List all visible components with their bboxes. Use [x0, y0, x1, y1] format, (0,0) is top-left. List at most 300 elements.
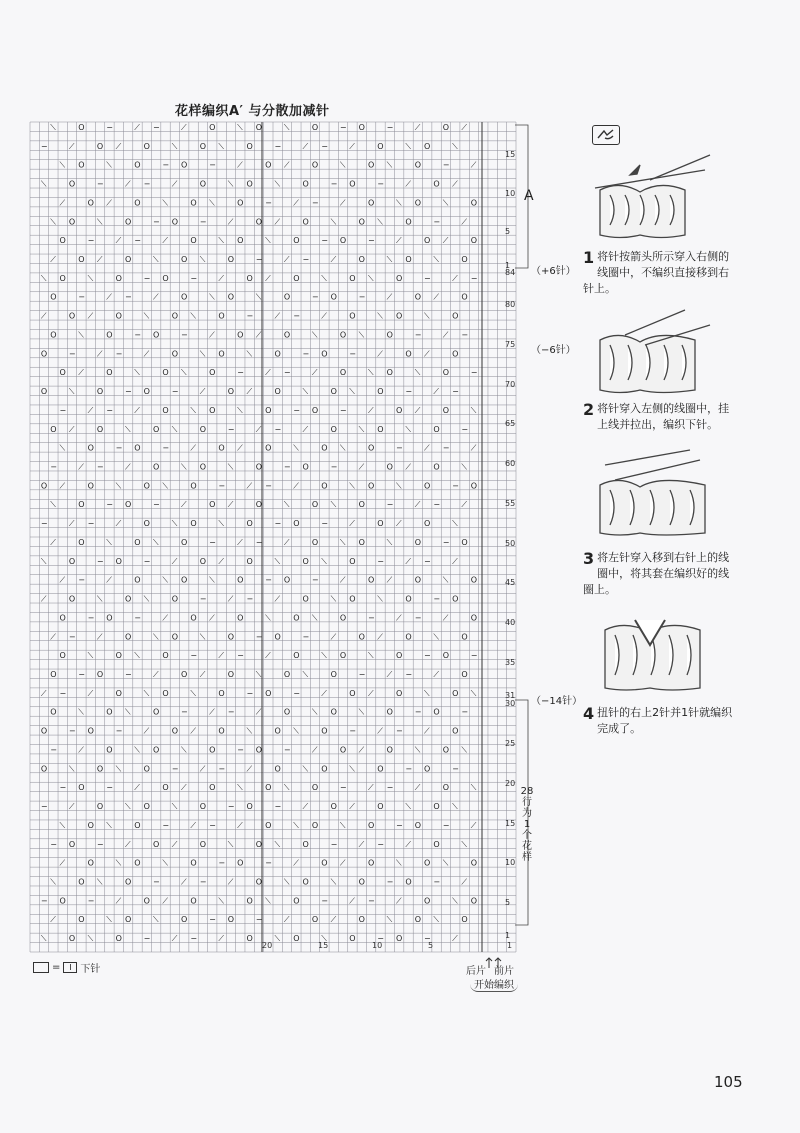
stitch-symbol: ⟋: [396, 236, 402, 246]
stitch-symbol: O: [349, 273, 356, 283]
stitch-symbol: ⟍: [209, 198, 215, 208]
stitch-symbol: ⟍: [339, 443, 346, 453]
stitch-symbol: O: [153, 462, 160, 472]
stitch-symbol: ⟍: [349, 764, 355, 774]
stitch-symbol: ⟍: [59, 160, 66, 170]
stitch-symbol: O: [433, 802, 440, 812]
stitch-symbol: O: [321, 443, 328, 453]
stitch-symbol: O: [209, 368, 216, 378]
stitch-symbol: −: [283, 462, 291, 472]
stitch-symbol: O: [424, 764, 431, 774]
stitch-symbol: O: [68, 217, 76, 227]
stitch-symbol: −: [96, 462, 104, 472]
stitch-symbol: O: [237, 330, 244, 340]
stitch-symbol: O: [78, 915, 85, 925]
stitch-symbol: ⟍: [283, 877, 290, 887]
stitch-symbol: O: [424, 858, 431, 868]
stitch-symbol: ⟍: [414, 368, 421, 378]
stitch-symbol: ⟋: [199, 764, 206, 774]
stitch-symbol: −: [274, 519, 282, 529]
stitch-symbol: ⟋: [349, 896, 355, 906]
stitch-symbol: O: [274, 764, 281, 774]
stitch-symbol: ⟍: [265, 236, 271, 246]
stitch-symbol: O: [96, 802, 104, 812]
stitch-symbol: O: [199, 141, 207, 151]
stitch-symbol: O: [265, 820, 272, 830]
column-number: 5: [428, 941, 434, 950]
stitch-symbol: O: [265, 160, 272, 170]
stitch-symbol: ⟍: [367, 273, 374, 283]
stitch-symbol: O: [199, 179, 207, 189]
stitch-symbol: ⟍: [330, 877, 337, 887]
stitch-symbol: O: [293, 896, 300, 906]
stitch-symbol: −: [50, 839, 57, 849]
stitch-symbol: O: [50, 292, 57, 302]
stitch-symbol: −: [190, 934, 198, 944]
stitch-symbol: O: [246, 273, 253, 283]
stitch-symbol: −: [209, 537, 216, 547]
stitch-symbol: O: [68, 839, 76, 849]
stitch-symbol: ⟍: [293, 726, 299, 736]
stitch-symbol: ⟋: [349, 519, 355, 529]
stitch-symbol: −: [470, 651, 478, 661]
stitch-symbol: O: [386, 707, 393, 717]
stitch-symbol: −: [153, 217, 160, 227]
stitch-symbol: ⟋: [377, 349, 383, 359]
stitch-symbol: O: [106, 707, 113, 717]
stitch-symbol: −: [50, 745, 57, 755]
stitch-symbol: O: [255, 745, 263, 755]
stitch-symbol: O: [143, 141, 150, 151]
stitch-symbol: O: [96, 669, 104, 679]
stitch-symbol: −: [452, 387, 459, 397]
stitch-symbol: ⟍: [50, 877, 56, 887]
stitch-symbol: ⟋: [386, 575, 393, 585]
row-number: 20: [505, 779, 516, 788]
stitch-symbol: O: [50, 330, 57, 340]
stitch-symbol: O: [190, 896, 197, 906]
stitch-symbol: ⟍: [96, 877, 103, 887]
stitch-symbol: ⟍: [190, 688, 196, 698]
stitch-symbol: O: [302, 594, 309, 604]
stitch-symbol: O: [470, 858, 478, 868]
stitch-symbol: −: [190, 651, 198, 661]
stitch-symbol: O: [358, 537, 365, 547]
stitch-symbol: O: [330, 802, 337, 812]
stitch-symbol: ⟍: [106, 820, 112, 830]
stitch-symbol: O: [96, 141, 104, 151]
stitch-symbol: −: [302, 632, 310, 642]
stitch-symbol: −: [414, 707, 422, 717]
stitch-symbol: O: [349, 688, 356, 698]
stitch-symbol: −: [367, 896, 375, 906]
stitch-symbol: ⟋: [367, 405, 374, 415]
stitch-symbol: ⟋: [218, 651, 225, 661]
stitch-symbol: ⟍: [302, 764, 309, 774]
stitch-symbol: O: [424, 141, 431, 151]
stitch-symbol: O: [311, 537, 319, 547]
stitch-symbol: O: [424, 896, 431, 906]
stitch-symbol: ⟍: [321, 273, 327, 283]
stitch-symbol: ⟋: [153, 292, 159, 302]
stitch-symbol: ⟋: [87, 311, 94, 321]
stitch-symbol: −: [153, 122, 160, 132]
stitch-symbol: O: [339, 368, 347, 378]
stitch-symbol: O: [199, 462, 207, 472]
stitch-symbol: ⟋: [321, 688, 327, 698]
stitch-symbol: ⟋: [143, 726, 150, 736]
stitch-symbol: O: [59, 273, 66, 283]
stitch-symbol: ⟋: [181, 122, 187, 132]
stitch-symbol: O: [237, 575, 244, 585]
stitch-symbol: O: [424, 519, 431, 529]
stitch-symbol: ⟋: [405, 839, 411, 849]
stitch-symbol: O: [396, 688, 403, 698]
stitch-symbol: ⟍: [302, 669, 309, 679]
stitch-symbol: O: [433, 707, 440, 717]
stitch-symbol: ⟋: [124, 179, 131, 189]
stitch-symbol: O: [209, 783, 216, 793]
stitch-symbol: ⟍: [330, 594, 337, 604]
stitch-symbol: O: [442, 651, 450, 661]
stitch-symbol: O: [227, 292, 235, 302]
stitch-symbol: −: [87, 236, 95, 246]
stitch-symbol: O: [106, 613, 113, 623]
stitch-symbol: −: [358, 669, 366, 679]
stitch-symbol: −: [265, 575, 272, 585]
stitch-symbol: −: [68, 726, 76, 736]
stitch-symbol: −: [377, 839, 385, 849]
stitch-symbol: −: [199, 217, 207, 227]
stitch-symbol: O: [442, 122, 450, 132]
stitch-symbol: O: [171, 632, 178, 642]
stitch-symbol: O: [255, 462, 263, 472]
stitch-symbol: O: [50, 707, 57, 717]
stitch-symbol: O: [461, 915, 468, 925]
stitch-symbol: ⟋: [246, 387, 253, 397]
stitch-symbol: O: [181, 254, 188, 264]
row-number: 35: [505, 658, 516, 667]
stitch-symbol: −: [311, 292, 319, 302]
stitch-symbol: −: [265, 198, 272, 208]
stitch-symbol: O: [274, 632, 281, 642]
stitch-symbol: O: [153, 707, 160, 717]
stitch-symbol: ⟋: [414, 500, 421, 510]
stitch-symbol: −: [246, 594, 254, 604]
row-number: 60: [505, 459, 516, 468]
stitch-symbol: O: [171, 594, 178, 604]
stitch-symbol: O: [358, 500, 365, 510]
stitch-symbol: ⟋: [461, 500, 468, 510]
stitch-symbol: −: [96, 556, 104, 566]
stitch-symbol: O: [358, 122, 365, 132]
stitch-symbol: O: [311, 820, 319, 830]
stitch-symbol: ⟍: [106, 160, 112, 170]
stitch-symbol: O: [181, 915, 188, 925]
stitch-symbol: ⟋: [283, 254, 290, 264]
step-number: 2: [583, 400, 595, 419]
stitch-symbol: ⟍: [405, 424, 411, 434]
stitch-symbol: O: [405, 217, 412, 227]
stitch-symbol: ⟍: [452, 896, 458, 906]
stitch-symbol: ⟋: [171, 556, 178, 566]
stitch-symbol: ⟋: [227, 594, 234, 604]
stitch-symbol: ⟍: [396, 481, 402, 491]
stitch-symbol: O: [143, 387, 150, 397]
stitch-symbol: O: [396, 311, 403, 321]
stitch-symbol: O: [274, 349, 281, 359]
stitch-symbol: ⟍: [339, 537, 346, 547]
stitch-symbol: O: [237, 198, 244, 208]
stitch-symbol: ⟍: [143, 688, 150, 698]
stitch-symbol: ⟋: [40, 594, 47, 604]
stitch-symbol: ⟋: [78, 368, 84, 378]
stitch-symbol: ⟋: [87, 405, 94, 415]
stitch-symbol: ⟍: [349, 481, 355, 491]
stitch-symbol: ⟋: [59, 858, 66, 868]
stitch-symbol: ⟍: [433, 915, 439, 925]
stitch-symbol: −: [96, 179, 104, 189]
stitch-symbol: ⟍: [283, 500, 290, 510]
stitch-symbol: ⟋: [237, 160, 243, 170]
stitch-symbol: ⟍: [134, 745, 140, 755]
stitch-symbol: O: [349, 594, 356, 604]
stitch-symbol: O: [265, 783, 272, 793]
stitch-symbol: O: [78, 122, 85, 132]
stitch-symbol: ⟋: [405, 179, 411, 189]
stitch-symbol: −: [106, 122, 113, 132]
stitch-symbol: ⟋: [265, 368, 271, 378]
row-number: 75: [505, 340, 516, 349]
stitch-symbol: ⟋: [115, 896, 122, 906]
stitch-symbol: O: [246, 802, 253, 812]
stitch-symbol: ⟍: [50, 500, 56, 510]
back-label: 后片: [466, 966, 486, 977]
stitch-symbol: −: [68, 349, 76, 359]
stitch-symbol: O: [265, 688, 272, 698]
stitch-symbol: ⟋: [339, 858, 346, 868]
stitch-symbol: O: [246, 556, 253, 566]
stitch-symbol: −: [246, 688, 254, 698]
stitch-symbol: O: [199, 556, 207, 566]
stitch-symbol: −: [115, 349, 123, 359]
stitch-symbol: ⟍: [358, 330, 365, 340]
stitch-symbol: O: [414, 575, 421, 585]
decrease-marker: （−6针）: [531, 345, 576, 356]
step-2: [583, 401, 733, 433]
stitch-symbol: ⟋: [50, 254, 56, 264]
stitch-symbol: ⟋: [414, 405, 421, 415]
step-number: 1: [583, 248, 595, 267]
stitch-symbol: O: [424, 481, 431, 491]
stitch-symbol: O: [424, 236, 431, 246]
stitch-symbol: O: [209, 405, 216, 415]
stitch-symbol: ⟍: [386, 915, 393, 925]
stitch-symbol: ⟋: [442, 236, 449, 246]
stitch-symbol: ⟍: [442, 858, 449, 868]
stitch-symbol: O: [255, 839, 263, 849]
stitch-symbol: ⟍: [143, 311, 150, 321]
stitch-symbol: −: [433, 500, 441, 510]
stitch-symbol: ⟋: [461, 877, 468, 887]
stitch-symbol: ⟍: [265, 613, 271, 623]
page-number: 105: [714, 1073, 743, 1091]
stitch-symbol: ⟍: [106, 537, 112, 547]
stitch-symbol: −: [124, 669, 132, 679]
stitch-symbol: ⟋: [339, 575, 346, 585]
stitch-symbol: ⟋: [246, 764, 253, 774]
stitch-symbol: O: [246, 934, 253, 944]
stitch-symbol: −: [237, 745, 244, 755]
stitch-symbol: ⟍: [461, 745, 468, 755]
stitch-symbol: ⟍: [50, 217, 56, 227]
stitch-symbol: O: [302, 179, 309, 189]
twist-decrease-icon: [592, 125, 620, 145]
stitch-symbol: −: [106, 500, 113, 510]
stitch-symbol: O: [87, 726, 94, 736]
stitch-symbol: ⟍: [106, 915, 112, 925]
column-number: 1: [507, 941, 513, 950]
stitch-symbol: ⟍: [124, 424, 131, 434]
stitch-symbol: ⟋: [162, 896, 168, 906]
stitch-symbol: ⟍: [311, 707, 318, 717]
stitch-symbol: −: [40, 141, 48, 151]
section-label: A: [524, 188, 534, 204]
stitch-symbol: O: [414, 292, 421, 302]
stitch-symbol: ⟍: [274, 934, 281, 944]
stitch-symbol: O: [293, 236, 300, 246]
stitch-symbol: ⟍: [181, 745, 187, 755]
stitch-symbol: ⟍: [134, 368, 140, 378]
step-text: 扭针的右上2针并1针就编织完成了。: [597, 706, 733, 735]
stitch-symbol: O: [143, 519, 150, 529]
stitch-symbol: −: [87, 613, 95, 623]
stitch-symbol: −: [50, 462, 57, 472]
stitch-symbol: O: [209, 122, 216, 132]
stitch-symbol: −: [218, 764, 226, 774]
stitch-symbol: ⟋: [255, 424, 262, 434]
stitch-symbol: O: [405, 632, 412, 642]
stitch-symbol: ⟍: [321, 934, 327, 944]
stitch-symbol: O: [143, 802, 150, 812]
stitch-symbol: ⟍: [68, 764, 75, 774]
stitch-symbol: −: [396, 820, 403, 830]
stitch-symbol: O: [274, 387, 281, 397]
stitch-symbol: O: [461, 292, 468, 302]
stitch-symbol: −: [321, 896, 328, 906]
stitch-symbol: O: [96, 764, 104, 774]
stitch-symbol: −: [414, 613, 422, 623]
stitch-symbol: −: [143, 934, 151, 944]
start-label: 开始编织: [470, 976, 518, 992]
step-text: 将针穿入左侧的线圈中，挂上线并拉出，编织下针。: [597, 402, 730, 431]
stitch-symbol: ⟍: [237, 122, 243, 132]
stitch-symbol: O: [124, 500, 132, 510]
stitch-symbol: ⟋: [377, 726, 383, 736]
stitch-symbol: O: [237, 613, 244, 623]
stitch-symbol: ⟍: [162, 198, 168, 208]
stitch-symbol: ⟋: [59, 481, 66, 491]
stitch-symbol: −: [134, 236, 142, 246]
stitch-symbol: ⟍: [396, 858, 402, 868]
stitch-symbol: O: [115, 688, 122, 698]
stitch-symbol: −: [386, 783, 394, 793]
stitch-symbol: −: [134, 613, 142, 623]
stitch-symbol: −: [59, 783, 67, 793]
stitch-symbol: O: [190, 236, 197, 246]
stitch-symbol: −: [442, 820, 450, 830]
stitch-symbol: ⟍: [311, 613, 318, 623]
stitch-symbol: −: [405, 669, 413, 679]
stitch-symbol: O: [87, 198, 94, 208]
stitch-symbol: ⟋: [115, 236, 122, 246]
stitch-symbol: O: [433, 179, 440, 189]
row-number: 1: [505, 931, 511, 940]
stitch-symbol: ⟋: [124, 462, 131, 472]
stitch-symbol: O: [255, 500, 263, 510]
stitch-symbol: ⟋: [255, 707, 262, 717]
stitch-symbol: ⟍: [218, 236, 225, 246]
stitch-symbol: −: [255, 915, 263, 925]
stitch-symbol: O: [339, 613, 347, 623]
stitch-symbol: −: [106, 783, 113, 793]
stitch-symbol: O: [59, 896, 66, 906]
stitch-symbol: ⟍: [40, 934, 47, 944]
stitch-symbol: O: [302, 556, 309, 566]
stitch-symbol: −: [349, 726, 356, 736]
stitch-symbol: ⟍: [274, 839, 281, 849]
stitch-symbol: O: [283, 707, 291, 717]
stitch-symbol: O: [330, 292, 337, 302]
stitch-symbol: ⟍: [218, 519, 225, 529]
stitch-symbol: O: [265, 443, 272, 453]
stitch-symbol: −: [227, 424, 235, 434]
stitch-symbol: O: [87, 858, 94, 868]
stitch-symbol: ⟋: [209, 613, 215, 623]
stitch-symbol: ⟍: [78, 707, 84, 717]
stitch-symbol: −: [255, 632, 263, 642]
stitch-symbol: O: [134, 858, 141, 868]
row-number: 25: [505, 739, 516, 748]
stitch-symbol: ⟍: [442, 575, 449, 585]
stitch-symbol: O: [87, 820, 94, 830]
stitch-symbol: −: [321, 236, 328, 246]
stitch-symbol: ⟋: [330, 254, 337, 264]
row-number: 10: [505, 189, 516, 198]
stitch-symbol: −: [40, 802, 48, 812]
stitch-symbol: −: [396, 726, 403, 736]
stitch-symbol: ⟋: [190, 726, 196, 736]
stitch-symbol: O: [367, 858, 375, 868]
stitch-symbol: O: [265, 405, 272, 415]
stitch-symbol: ⟍: [470, 405, 477, 415]
stitch-symbol: −: [339, 405, 347, 415]
stitch-symbol: O: [452, 688, 459, 698]
stitch-symbol: −: [162, 160, 170, 170]
stitch-symbol: ⟍: [461, 839, 468, 849]
stitch-symbol: ⟋: [209, 707, 215, 717]
increase-marker: （+6针）: [531, 266, 576, 277]
stitch-symbol: ⟋: [470, 160, 477, 170]
stitch-symbol: −: [330, 462, 338, 472]
stitch-symbol: O: [134, 537, 141, 547]
stitch-symbol: O: [199, 424, 207, 434]
stitch-symbol: ⟍: [68, 387, 75, 397]
stitch-symbol: ⟋: [96, 632, 103, 642]
stitch-symbol: O: [274, 726, 281, 736]
stitch-symbol: ⟍: [452, 519, 458, 529]
stitch-symbol: ⟋: [293, 858, 299, 868]
